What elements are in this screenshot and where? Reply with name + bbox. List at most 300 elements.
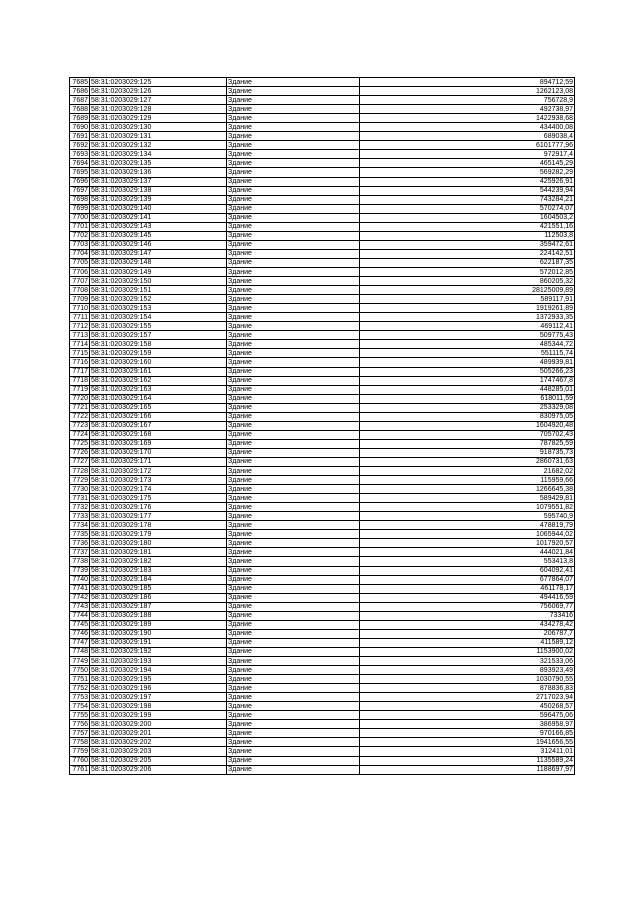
table-row — [70, 87, 575, 96]
row-number-cell: 7753 — [70, 693, 90, 702]
table-row — [70, 448, 575, 457]
row-number-cell: 7726 — [70, 448, 90, 457]
row-number-cell: 7724 — [70, 430, 90, 439]
cadastral-number-cell: 58:31:0203029:150 — [90, 277, 227, 286]
cadastral-number-cell: 58:31:0203029:193 — [90, 657, 227, 666]
cadastral-value-cell: 787825,59 — [360, 439, 575, 448]
table-row — [70, 78, 575, 87]
object-type-cell: Здание — [227, 611, 360, 620]
table-row — [70, 430, 575, 439]
cadastral-number-cell: 58:31:0203029:192 — [90, 647, 227, 656]
cadastral-number-cell: 58:31:0203029:154 — [90, 313, 227, 322]
object-type-cell: Здание — [227, 150, 360, 159]
row-number-cell: 7729 — [70, 476, 90, 485]
row-number-cell: 7708 — [70, 286, 90, 295]
row-number-cell: 7697 — [70, 186, 90, 195]
table-row — [70, 204, 575, 213]
row-number-cell: 7757 — [70, 729, 90, 738]
cadastral-value-cell: 622187,35 — [360, 258, 575, 267]
cadastral-number-cell: 58:31:0203029:183 — [90, 566, 227, 575]
table-row — [70, 367, 575, 376]
row-number-cell: 7690 — [70, 123, 90, 132]
object-type-cell: Здание — [227, 295, 360, 304]
row-number-cell: 7698 — [70, 195, 90, 204]
cadastral-number-cell: 58:31:0203029:125 — [90, 78, 227, 87]
cadastral-value-cell: 589429,81 — [360, 494, 575, 503]
cadastral-number-cell: 58:31:0203029:181 — [90, 548, 227, 557]
cadastral-value-cell: 544239,94 — [360, 186, 575, 195]
table-row — [70, 376, 575, 385]
cadastral-value-cell: 705702,43 — [360, 430, 575, 439]
row-number-cell: 7743 — [70, 602, 90, 611]
object-type-cell: Здание — [227, 358, 360, 367]
cadastral-number-cell: 58:31:0203029:128 — [90, 105, 227, 114]
cadastral-value-cell: 570274,07 — [360, 204, 575, 213]
row-number-cell: 7723 — [70, 421, 90, 430]
table-row — [70, 222, 575, 231]
object-type-cell: Здание — [227, 421, 360, 430]
cadastral-number-cell: 58:31:0203029:182 — [90, 557, 227, 566]
object-type-cell: Здание — [227, 566, 360, 575]
object-type-cell: Здание — [227, 141, 360, 150]
cadastral-value-cell: 596475,06 — [360, 711, 575, 720]
row-number-cell: 7706 — [70, 267, 90, 276]
table-row — [70, 539, 575, 548]
row-number-cell: 7718 — [70, 376, 90, 385]
cadastral-number-cell: 58:31:0203029:145 — [90, 231, 227, 240]
row-number-cell: 7738 — [70, 557, 90, 566]
cadastral-number-cell: 58:31:0203029:129 — [90, 114, 227, 123]
cadastral-number-cell: 58:31:0203029:140 — [90, 204, 227, 213]
cadastral-number-cell: 58:31:0203029:167 — [90, 421, 227, 430]
cadastral-number-cell: 58:31:0203029:149 — [90, 267, 227, 276]
cadastral-number-cell: 58:31:0203029:178 — [90, 521, 227, 530]
object-type-cell: Здание — [227, 476, 360, 485]
object-type-cell: Здание — [227, 240, 360, 249]
table-row — [70, 693, 575, 702]
cadastral-number-cell: 58:31:0203029:126 — [90, 87, 227, 96]
cadastral-value-cell: 444021,84 — [360, 548, 575, 557]
table-row — [70, 421, 575, 430]
object-type-cell: Здание — [227, 684, 360, 693]
cadastral-number-cell: 58:31:0203029:191 — [90, 638, 227, 647]
table-row — [70, 747, 575, 756]
table-row — [70, 476, 575, 485]
cadastral-number-cell: 58:31:0203029:159 — [90, 349, 227, 358]
row-number-cell: 7748 — [70, 647, 90, 656]
cadastral-number-cell: 58:31:0203029:189 — [90, 620, 227, 629]
cadastral-value-cell: 1422938,68 — [360, 114, 575, 123]
row-number-cell: 7747 — [70, 638, 90, 647]
table-row — [70, 159, 575, 168]
cadastral-value-cell: 206787,7 — [360, 629, 575, 638]
row-number-cell: 7727 — [70, 457, 90, 466]
object-type-cell: Здание — [227, 349, 360, 358]
table-row — [70, 385, 575, 394]
object-type-cell: Здание — [227, 286, 360, 295]
table-row — [70, 684, 575, 693]
table-body — [70, 78, 575, 775]
cadastral-number-cell: 58:31:0203029:169 — [90, 439, 227, 448]
row-number-cell: 7758 — [70, 738, 90, 747]
row-number-cell: 7712 — [70, 322, 90, 331]
cadastral-value-cell: 253329,08 — [360, 403, 575, 412]
row-number-cell: 7686 — [70, 87, 90, 96]
table-row — [70, 457, 575, 466]
cadastral-number-cell: 58:31:0203029:174 — [90, 485, 227, 494]
cadastral-number-cell: 58:31:0203029:176 — [90, 503, 227, 512]
cadastral-value-cell: 553413,8 — [360, 557, 575, 566]
table-row — [70, 150, 575, 159]
cadastral-number-cell: 58:31:0203029:138 — [90, 186, 227, 195]
row-number-cell: 7699 — [70, 204, 90, 213]
table-row — [70, 267, 575, 276]
object-type-cell: Здание — [227, 693, 360, 702]
object-type-cell: Здание — [227, 747, 360, 756]
object-type-cell: Здание — [227, 132, 360, 141]
cadastral-number-cell: 58:31:0203029:186 — [90, 593, 227, 602]
cadastral-number-cell: 58:31:0203029:153 — [90, 304, 227, 313]
table-row — [70, 729, 575, 738]
row-number-cell: 7701 — [70, 222, 90, 231]
cadastral-number-cell: 58:31:0203029:130 — [90, 123, 227, 132]
row-number-cell: 7731 — [70, 494, 90, 503]
cadastral-number-cell: 58:31:0203029:200 — [90, 720, 227, 729]
object-type-cell: Здание — [227, 249, 360, 258]
object-type-cell: Здание — [227, 313, 360, 322]
row-number-cell: 7689 — [70, 114, 90, 123]
object-type-cell: Здание — [227, 394, 360, 403]
cadastral-number-cell: 58:31:0203029:151 — [90, 286, 227, 295]
row-number-cell: 7725 — [70, 439, 90, 448]
cadastral-value-cell: 450268,57 — [360, 702, 575, 711]
table-row — [70, 213, 575, 222]
cadastral-value-cell: 485344,72 — [360, 340, 575, 349]
row-number-cell: 7711 — [70, 313, 90, 322]
table-row — [70, 593, 575, 602]
cadastral-number-cell: 58:31:0203029:188 — [90, 611, 227, 620]
cadastral-value-cell: 492738,97 — [360, 105, 575, 114]
row-number-cell: 7720 — [70, 394, 90, 403]
table-row — [70, 584, 575, 593]
table-row — [70, 620, 575, 629]
cadastral-value-cell: 2860731,63 — [360, 457, 575, 466]
row-number-cell: 7756 — [70, 720, 90, 729]
cadastral-number-cell: 58:31:0203029:147 — [90, 249, 227, 258]
object-type-cell: Здание — [227, 195, 360, 204]
object-type-cell: Здание — [227, 675, 360, 684]
object-type-cell: Здание — [227, 457, 360, 466]
cadastral-value-cell: 421551,16 — [360, 222, 575, 231]
cadastral-value-cell: 115959,66 — [360, 476, 575, 485]
object-type-cell: Здание — [227, 521, 360, 530]
object-type-cell: Здание — [227, 340, 360, 349]
row-number-cell: 7722 — [70, 412, 90, 421]
object-type-cell: Здание — [227, 738, 360, 747]
object-type-cell: Здание — [227, 657, 360, 666]
table-row — [70, 548, 575, 557]
table-row — [70, 629, 575, 638]
row-number-cell: 7703 — [70, 240, 90, 249]
cadastral-value-cell: 604092,41 — [360, 566, 575, 575]
cadastral-number-cell: 58:31:0203029:179 — [90, 530, 227, 539]
table-row — [70, 666, 575, 675]
cadastral-number-cell: 58:31:0203029:168 — [90, 430, 227, 439]
cadastral-number-cell: 58:31:0203029:141 — [90, 213, 227, 222]
table-row — [70, 168, 575, 177]
cadastral-value-cell: 224142,51 — [360, 249, 575, 258]
object-type-cell: Здание — [227, 412, 360, 421]
table-row — [70, 358, 575, 367]
row-number-cell: 7755 — [70, 711, 90, 720]
row-number-cell: 7746 — [70, 629, 90, 638]
row-number-cell: 7716 — [70, 358, 90, 367]
row-number-cell: 7688 — [70, 105, 90, 114]
cadastral-number-cell: 58:31:0203029:196 — [90, 684, 227, 693]
table-row — [70, 467, 575, 476]
row-number-cell: 7739 — [70, 566, 90, 575]
row-number-cell: 7694 — [70, 159, 90, 168]
cadastral-value-cell: 448285,01 — [360, 385, 575, 394]
object-type-cell: Здание — [227, 467, 360, 476]
cadastral-number-cell: 58:31:0203029:195 — [90, 675, 227, 684]
cadastral-value-cell: 494416,59 — [360, 593, 575, 602]
row-number-cell: 7719 — [70, 385, 90, 394]
cadastral-value-cell: 1188697,97 — [360, 765, 575, 774]
cadastral-number-cell: 58:31:0203029:180 — [90, 539, 227, 548]
row-number-cell: 7685 — [70, 78, 90, 87]
cadastral-value-cell: 312411,01 — [360, 747, 575, 756]
cadastral-value-cell: 1079551,82 — [360, 503, 575, 512]
table-row — [70, 123, 575, 132]
table-row — [70, 322, 575, 331]
row-number-cell: 7717 — [70, 367, 90, 376]
cadastral-value-cell: 478819,79 — [360, 521, 575, 530]
table-row — [70, 141, 575, 150]
row-number-cell: 7692 — [70, 141, 90, 150]
cadastral-value-table — [69, 77, 575, 775]
object-type-cell: Здание — [227, 548, 360, 557]
cadastral-number-cell: 58:31:0203029:197 — [90, 693, 227, 702]
cadastral-value-cell: 489939,81 — [360, 358, 575, 367]
cadastral-number-cell: 58:31:0203029:143 — [90, 222, 227, 231]
cadastral-number-cell: 58:31:0203029:177 — [90, 512, 227, 521]
object-type-cell: Здание — [227, 602, 360, 611]
row-number-cell: 7705 — [70, 258, 90, 267]
table-row — [70, 611, 575, 620]
object-type-cell: Здание — [227, 503, 360, 512]
cadastral-number-cell: 58:31:0203029:199 — [90, 711, 227, 720]
cadastral-value-cell: 1266645,38 — [360, 485, 575, 494]
object-type-cell: Здание — [227, 711, 360, 720]
row-number-cell: 7700 — [70, 213, 90, 222]
cadastral-number-cell: 58:31:0203029:163 — [90, 385, 227, 394]
object-type-cell: Здание — [227, 231, 360, 240]
table-row — [70, 177, 575, 186]
table-row — [70, 557, 575, 566]
row-number-cell: 7740 — [70, 575, 90, 584]
object-type-cell: Здание — [227, 557, 360, 566]
object-type-cell: Здание — [227, 765, 360, 774]
row-number-cell: 7702 — [70, 231, 90, 240]
table-row — [70, 403, 575, 412]
table-row — [70, 249, 575, 258]
cadastral-value-cell: 461178,17 — [360, 584, 575, 593]
object-type-cell: Здание — [227, 222, 360, 231]
cadastral-value-cell: 893923,49 — [360, 666, 575, 675]
object-type-cell: Здание — [227, 593, 360, 602]
cadastral-value-cell: 434278,42 — [360, 620, 575, 629]
cadastral-value-cell: 425926,91 — [360, 177, 575, 186]
cadastral-value-cell: 1153900,02 — [360, 647, 575, 656]
table-row — [70, 503, 575, 512]
object-type-cell: Здание — [227, 177, 360, 186]
table-row — [70, 738, 575, 747]
row-number-cell: 7760 — [70, 756, 90, 765]
row-number-cell: 7695 — [70, 168, 90, 177]
row-number-cell: 7687 — [70, 96, 90, 105]
cadastral-value-cell: 1919261,89 — [360, 304, 575, 313]
row-number-cell: 7749 — [70, 657, 90, 666]
row-number-cell: 7735 — [70, 530, 90, 539]
cadastral-value-cell: 830975,05 — [360, 412, 575, 421]
cadastral-number-cell: 58:31:0203029:185 — [90, 584, 227, 593]
cadastral-value-cell: 1065944,02 — [360, 530, 575, 539]
object-type-cell: Здание — [227, 448, 360, 457]
row-number-cell: 7713 — [70, 331, 90, 340]
cadastral-value-cell: 1604920,48 — [360, 421, 575, 430]
cadastral-number-cell: 58:31:0203029:164 — [90, 394, 227, 403]
cadastral-number-cell: 58:31:0203029:184 — [90, 575, 227, 584]
cadastral-number-cell: 58:31:0203029:162 — [90, 376, 227, 385]
cadastral-value-cell: 1604503,2 — [360, 213, 575, 222]
object-type-cell: Здание — [227, 385, 360, 394]
object-type-cell: Здание — [227, 277, 360, 286]
cadastral-value-cell: 589117,91 — [360, 295, 575, 304]
cadastral-value-cell: 21682,02 — [360, 467, 575, 476]
object-type-cell: Здание — [227, 96, 360, 105]
row-number-cell: 7736 — [70, 539, 90, 548]
cadastral-number-cell: 58:31:0203029:160 — [90, 358, 227, 367]
row-number-cell: 7750 — [70, 666, 90, 675]
object-type-cell: Здание — [227, 123, 360, 132]
cadastral-value-cell: 972917,4 — [360, 150, 575, 159]
cadastral-number-cell: 58:31:0203029:136 — [90, 168, 227, 177]
table-row — [70, 286, 575, 295]
row-number-cell: 7693 — [70, 150, 90, 159]
table-row — [70, 394, 575, 403]
cadastral-value-cell: 595740,9 — [360, 512, 575, 521]
row-number-cell: 7707 — [70, 277, 90, 286]
object-type-cell: Здание — [227, 530, 360, 539]
object-type-cell: Здание — [227, 78, 360, 87]
object-type-cell: Здание — [227, 666, 360, 675]
cadastral-value-cell: 860205,32 — [360, 277, 575, 286]
cadastral-value-cell: 970166,85 — [360, 729, 575, 738]
object-type-cell: Здание — [227, 702, 360, 711]
cadastral-value-cell: 1262123,08 — [360, 87, 575, 96]
object-type-cell: Здание — [227, 494, 360, 503]
object-type-cell: Здание — [227, 367, 360, 376]
object-type-cell: Здание — [227, 629, 360, 638]
table-row — [70, 96, 575, 105]
table-row — [70, 295, 575, 304]
object-type-cell: Здание — [227, 159, 360, 168]
table-row — [70, 439, 575, 448]
cadastral-number-cell: 58:31:0203029:198 — [90, 702, 227, 711]
cadastral-value-cell: 465145,29 — [360, 159, 575, 168]
row-number-cell: 7751 — [70, 675, 90, 684]
table-row — [70, 340, 575, 349]
cadastral-number-cell: 58:31:0203029:127 — [90, 96, 227, 105]
object-type-cell: Здание — [227, 376, 360, 385]
table-row — [70, 304, 575, 313]
object-type-cell: Здание — [227, 620, 360, 629]
table-row — [70, 530, 575, 539]
table-row — [70, 485, 575, 494]
cadastral-number-cell: 58:31:0203029:194 — [90, 666, 227, 675]
cadastral-number-cell: 58:31:0203029:148 — [90, 258, 227, 267]
cadastral-number-cell: 58:31:0203029:146 — [90, 240, 227, 249]
table-row — [70, 512, 575, 521]
table-row — [70, 231, 575, 240]
object-type-cell: Здание — [227, 331, 360, 340]
cadastral-number-cell: 58:31:0203029:165 — [90, 403, 227, 412]
object-type-cell: Здание — [227, 105, 360, 114]
object-type-cell: Здание — [227, 512, 360, 521]
object-type-cell: Здание — [227, 756, 360, 765]
table-row — [70, 349, 575, 358]
table-row — [70, 258, 575, 267]
table-row — [70, 575, 575, 584]
cadastral-value-cell: 878836,83 — [360, 684, 575, 693]
row-number-cell: 7732 — [70, 503, 90, 512]
table-row — [70, 765, 575, 774]
cadastral-value-cell: 505266,23 — [360, 367, 575, 376]
cadastral-value-cell: 1030790,55 — [360, 675, 575, 684]
cadastral-value-cell: 321533,06 — [360, 657, 575, 666]
cadastral-value-cell: 1135589,24 — [360, 756, 575, 765]
cadastral-value-cell: 894712,59 — [360, 78, 575, 87]
cadastral-value-cell: 2717023,94 — [360, 693, 575, 702]
table-row — [70, 720, 575, 729]
table-row — [70, 277, 575, 286]
object-type-cell: Здание — [227, 186, 360, 195]
table-row — [70, 647, 575, 656]
cadastral-value-cell: 1747467,8 — [360, 376, 575, 385]
object-type-cell: Здание — [227, 304, 360, 313]
cadastral-value-cell: 677864,07 — [360, 575, 575, 584]
cadastral-number-cell: 58:31:0203029:139 — [90, 195, 227, 204]
object-type-cell: Здание — [227, 638, 360, 647]
row-number-cell: 7759 — [70, 747, 90, 756]
table-row — [70, 566, 575, 575]
object-type-cell: Здание — [227, 720, 360, 729]
object-type-cell: Здание — [227, 729, 360, 738]
object-type-cell: Здание — [227, 403, 360, 412]
object-type-cell: Здание — [227, 575, 360, 584]
row-number-cell: 7754 — [70, 702, 90, 711]
cadastral-value-cell: 918735,73 — [360, 448, 575, 457]
table-row — [70, 105, 575, 114]
cadastral-value-cell: 569282,29 — [360, 168, 575, 177]
cadastral-value-cell: 756069,77 — [360, 602, 575, 611]
cadastral-value-cell: 112503,8 — [360, 231, 575, 240]
cadastral-number-cell: 58:31:0203029:170 — [90, 448, 227, 457]
row-number-cell: 7742 — [70, 593, 90, 602]
cadastral-number-cell: 58:31:0203029:201 — [90, 729, 227, 738]
cadastral-value-cell: 6101777,96 — [360, 141, 575, 150]
